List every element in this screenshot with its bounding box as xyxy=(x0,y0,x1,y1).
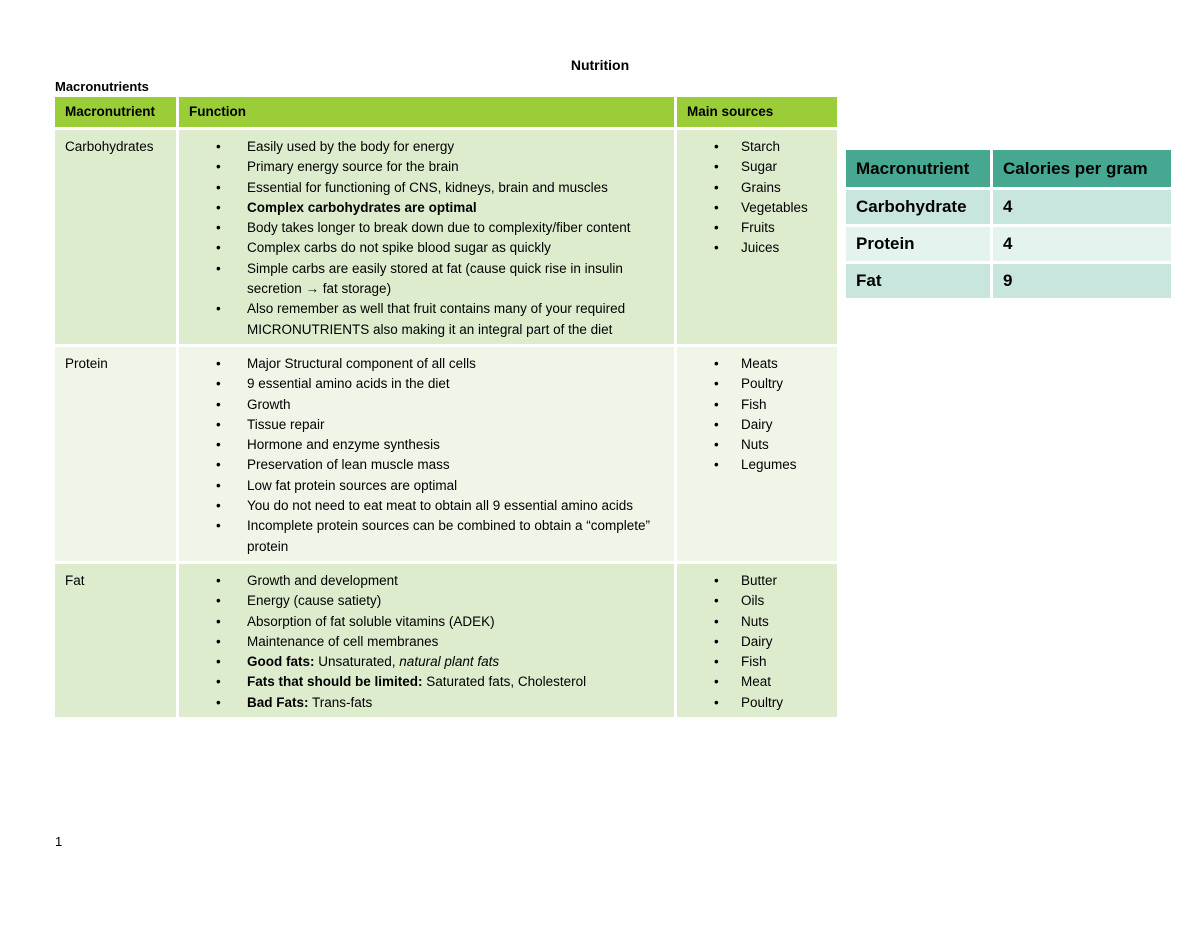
sources-cell xyxy=(677,130,837,344)
function-item xyxy=(189,259,664,300)
function-item xyxy=(189,591,664,611)
header-function: Function xyxy=(179,97,674,127)
function-text: Preservation of lean muscle mass xyxy=(247,457,450,473)
source-item: • Nuts xyxy=(687,435,827,455)
function-item xyxy=(189,374,664,394)
calories-value: 4 xyxy=(993,227,1171,261)
source-item: • Butter xyxy=(687,571,827,591)
source-item: • Poultry xyxy=(687,693,827,713)
source-item: • Meats xyxy=(687,354,827,374)
macronutrient-name: Carbohydrates xyxy=(55,130,176,344)
function-text: Primary energy source for the brain xyxy=(247,159,459,175)
function-text: Growth and development xyxy=(247,572,398,588)
table-row-carbohydrates xyxy=(55,130,837,344)
header-macronutrient: Macronutrient xyxy=(55,97,176,127)
function-text: Unsaturated, xyxy=(314,654,400,670)
function-text: Hormone and enzyme synthesis xyxy=(247,437,440,453)
source-item: • Dairy xyxy=(687,632,827,652)
function-item xyxy=(189,571,664,591)
function-text: Trans-fats xyxy=(308,694,373,710)
function-text: Low fat protein sources are optimal xyxy=(247,477,458,493)
calories-row-carbohydrate xyxy=(846,190,1171,224)
function-item xyxy=(189,632,664,652)
calories-value: 9 xyxy=(993,264,1171,298)
function-text: You do not need to eat meat to obtain all 9 essential amino acids xyxy=(247,498,634,514)
function-text: Easily used by the body for energy xyxy=(247,139,455,154)
function-item xyxy=(189,476,664,496)
source-item: • Juices xyxy=(687,238,827,258)
calories-table-header xyxy=(846,150,1171,187)
function-item xyxy=(189,238,664,258)
macronutrient-table-header xyxy=(55,97,837,127)
source-item: • Fish xyxy=(687,652,827,672)
function-item xyxy=(189,178,664,198)
calories-row-fat xyxy=(846,264,1171,298)
function-item xyxy=(189,496,664,516)
function-item xyxy=(189,218,664,238)
header-main-sources: Main sources xyxy=(677,97,837,127)
header-calories-per-gram: Calories per gram xyxy=(993,150,1171,187)
function-text: Fats that should be limited: xyxy=(247,674,423,690)
function-text: Good fats: xyxy=(247,654,315,670)
header-macronutrient: Macronutrient xyxy=(846,150,990,187)
function-text: Maintenance of cell membranes xyxy=(247,633,439,649)
calories-name: Protein xyxy=(846,227,990,261)
function-item xyxy=(189,137,664,157)
function-item xyxy=(189,395,664,415)
function-cell xyxy=(179,130,674,344)
source-item: • Legumes xyxy=(687,455,827,475)
function-item xyxy=(189,435,664,455)
table-row-protein xyxy=(55,347,837,561)
function-list xyxy=(189,571,664,713)
macronutrient-table xyxy=(52,94,840,720)
function-text: Absorption of fat soluble vitamins (ADEK) xyxy=(247,613,495,629)
section-title: Macronutrients xyxy=(55,79,149,94)
sources-list xyxy=(687,354,827,476)
function-text: Major Structural component of all cells xyxy=(247,355,476,371)
sources-list xyxy=(687,571,827,713)
source-item: • Oils xyxy=(687,591,827,611)
function-text: Saturated fats, Cholesterol xyxy=(422,674,587,690)
source-item: • Sugar xyxy=(687,157,827,177)
function-item xyxy=(189,652,664,672)
source-item: • Grains xyxy=(687,178,827,198)
function-list xyxy=(189,137,664,340)
function-cell xyxy=(179,564,674,717)
source-item: • Starch xyxy=(687,137,827,157)
calories-name: Fat xyxy=(846,264,990,298)
function-text: Essential for functioning of CNS, kidneys, brain and muscles xyxy=(247,179,608,195)
function-text: Tissue repair xyxy=(247,416,325,432)
function-cell xyxy=(179,347,674,561)
function-item xyxy=(189,455,664,475)
function-text: Incomplete protein sources can be combined to obtain a “complete” protein xyxy=(247,518,650,554)
function-item xyxy=(189,299,664,340)
function-text: Bad Fats: xyxy=(247,694,309,710)
function-item xyxy=(189,157,664,177)
sources-cell xyxy=(677,564,837,717)
function-text: Energy (cause satiety) xyxy=(247,593,382,609)
sources-cell xyxy=(677,347,837,561)
function-text: Body takes longer to break down due to complexity/fiber content xyxy=(247,220,631,236)
function-item xyxy=(189,672,664,692)
calories-per-gram-table xyxy=(843,147,1174,301)
function-text: Complex carbohydrates are optimal xyxy=(247,199,477,215)
calories-name: Carbohydrate xyxy=(846,190,990,224)
source-item: • Poultry xyxy=(687,374,827,394)
function-text: 9 essential amino acids in the diet xyxy=(247,376,450,392)
source-item: • Fruits xyxy=(687,218,827,238)
source-item: • Meat xyxy=(687,672,827,692)
function-item xyxy=(189,612,664,632)
source-item: • Nuts xyxy=(687,612,827,632)
function-text: Simple carbs are easily stored at fat (cause quick rise in insulin secretion → fat storage) xyxy=(247,260,623,297)
function-text: Complex carbs do not spike blood sugar as quickly xyxy=(247,240,551,256)
source-item: • Dairy xyxy=(687,415,827,435)
macronutrient-name: Fat xyxy=(55,564,176,717)
document-title: Nutrition xyxy=(570,57,630,73)
calories-value: 4 xyxy=(993,190,1171,224)
function-text: Growth xyxy=(247,396,291,412)
calories-row-protein xyxy=(846,227,1171,261)
function-item xyxy=(189,693,664,713)
function-item xyxy=(189,415,664,435)
function-text: Also remember as well that fruit contains many of your required MICRONUTRIENTS also making it an integral part of the diet xyxy=(247,301,626,337)
function-item xyxy=(189,516,664,557)
function-item xyxy=(189,198,664,218)
function-item xyxy=(189,354,664,374)
function-text: natural plant fats xyxy=(399,654,500,670)
page-number: 1 xyxy=(55,834,63,849)
table-row-fat xyxy=(55,564,837,717)
sources-list xyxy=(687,137,827,259)
function-list xyxy=(189,354,664,557)
source-item: • Vegetables xyxy=(687,198,827,218)
source-item: • Fish xyxy=(687,395,827,415)
macronutrient-name: Protein xyxy=(55,347,176,561)
